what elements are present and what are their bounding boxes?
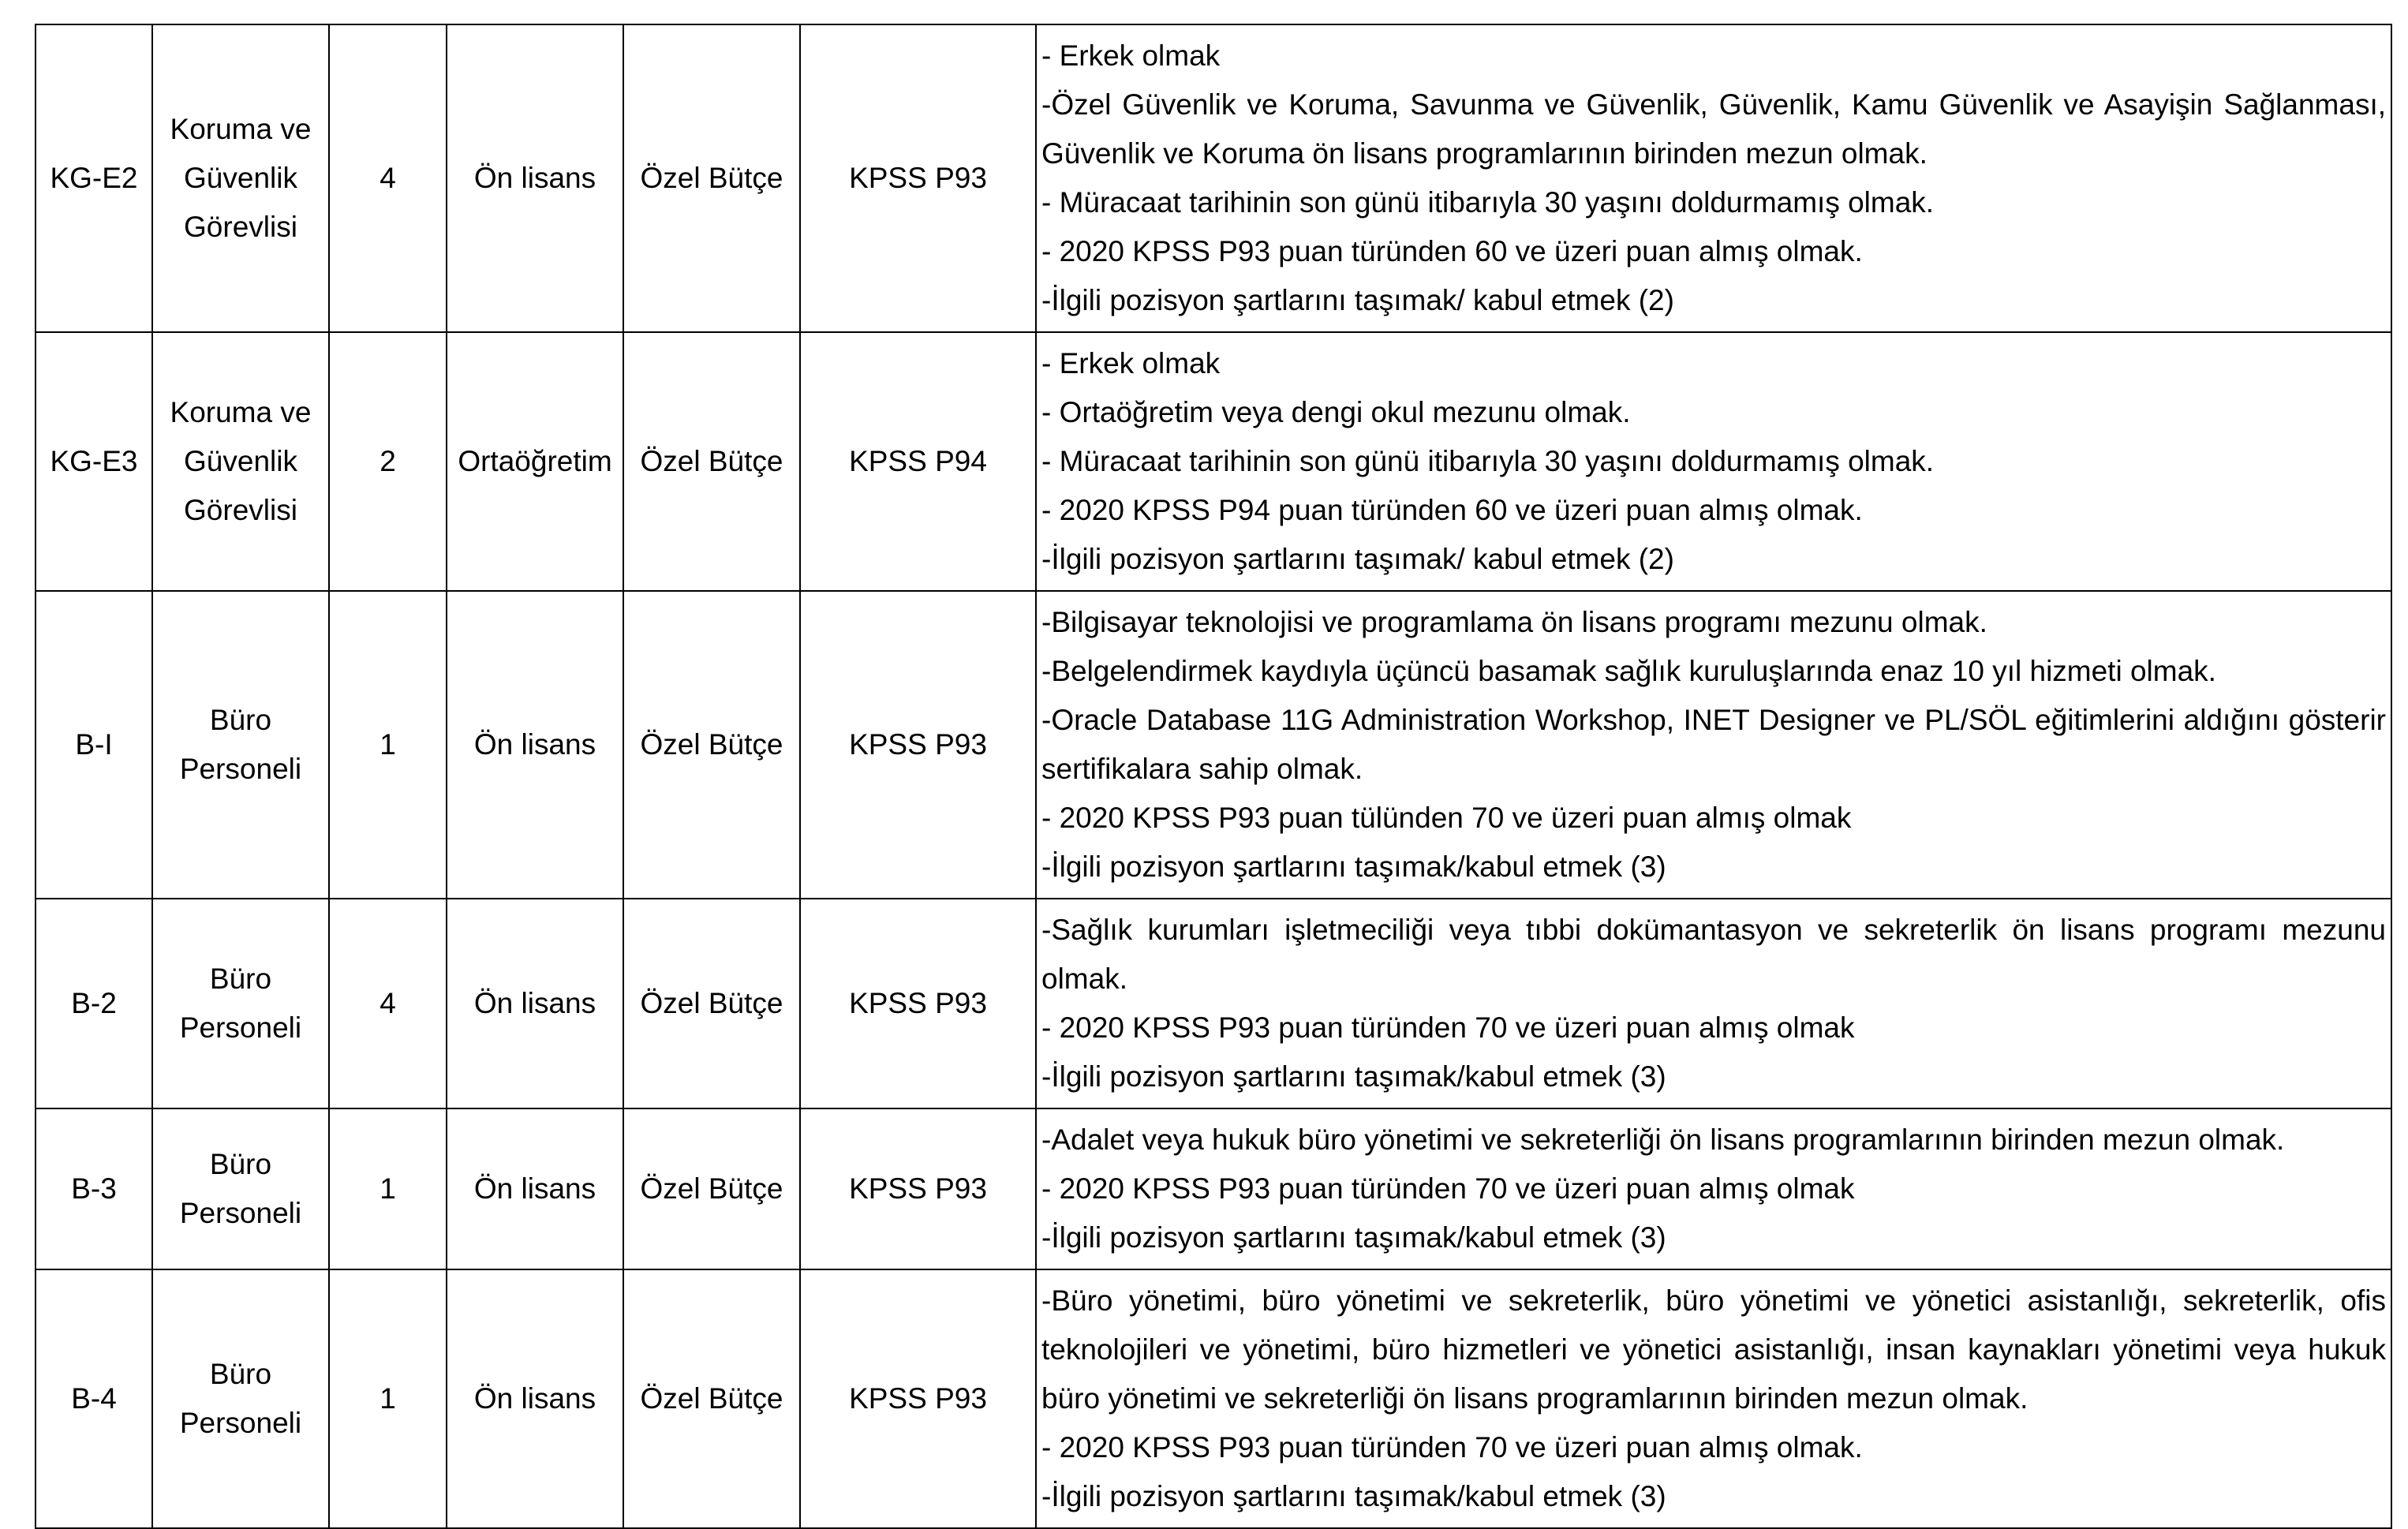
requirements-cell	[1036, 591, 2391, 899]
requirement-item: - Müracaat tarihinin son günü itibarıyla 30 yaşını doldurmamış olmak.	[1041, 445, 1935, 477]
position-title-line: Güvenlik	[184, 445, 297, 477]
position-count-cell: 1	[329, 1108, 447, 1269]
requirement-item: - 2020 KPSS P93 puan türünden 70 ve üzeri puan almış olmak	[1041, 1172, 1855, 1205]
requirement-item: -Bilgisayar teknolojisi ve programlama ön lisans programı mezunu olmak.	[1041, 606, 1987, 638]
position-count-cell: 2	[329, 332, 447, 591]
position-code-cell: KG-E2	[36, 24, 152, 332]
requirement-item: - 2020 KPSS P93 puan türünden 70 ve üzeri puan almış olmak	[1041, 1011, 1855, 1044]
budget-type-cell: Özel Bütçe	[623, 591, 800, 899]
position-title-line: Personeli	[179, 1407, 302, 1439]
requirement-item: - Müracaat tarihinin son günü itibarıyla 30 yaşını doldurmamış olmak.	[1041, 186, 1935, 219]
table-row	[36, 899, 2391, 1108]
positions-table	[35, 24, 2392, 1529]
score-type-cell: KPSS P93	[800, 1108, 1036, 1269]
budget-type-cell: Özel Bütçe	[623, 899, 800, 1108]
position-count-cell: 1	[329, 591, 447, 899]
position-title-line: Koruma ve	[170, 396, 312, 428]
requirements-cell	[1036, 1269, 2391, 1528]
position-title-cell	[152, 24, 329, 332]
score-type-cell: KPSS P93	[800, 1269, 1036, 1528]
requirement-item: - Erkek olmak	[1041, 39, 1221, 72]
table-row	[36, 1108, 2391, 1269]
position-title-cell	[152, 899, 329, 1108]
table-body	[36, 24, 2391, 1528]
position-title-cell	[152, 332, 329, 591]
education-level-cell: Ön lisans	[447, 24, 623, 332]
position-count-cell: 4	[329, 24, 447, 332]
budget-type-cell: Özel Bütçe	[623, 332, 800, 591]
requirements-cell	[1036, 24, 2391, 332]
table-row	[36, 591, 2391, 899]
requirement-item: -İlgili pozisyon şartlarını taşımak/kabul etmek (3)	[1041, 1060, 1666, 1093]
table-row	[36, 1269, 2391, 1528]
requirements-cell	[1036, 899, 2391, 1108]
position-code-cell: B-2	[36, 899, 152, 1108]
position-title-line: Personeli	[179, 753, 302, 785]
requirement-item: -İlgili pozisyon şartlarını taşımak/kabul etmek (3)	[1041, 1221, 1666, 1254]
requirement-item: -Büro yönetimi, büro yönetimi ve sekreterlik, büro yönetimi ve yönetici asistanlığı, sekreterlik, ofis teknolojileri ve yönetimi, büro hizmetleri ve yönetici asistanlığı, insan kaynakları yönetimi veya hukuk büro yönetimi ve sekreterliği ön lisans programlarının birinden mezun olmak.	[1041, 1284, 2386, 1415]
position-title-line: Büro	[209, 1358, 272, 1390]
requirements-cell	[1036, 332, 2391, 591]
position-title-line: Büro	[209, 704, 272, 736]
position-requirements-table	[35, 24, 2391, 1529]
position-title-line: Büro	[209, 1148, 272, 1180]
score-type-cell: KPSS P93	[800, 591, 1036, 899]
position-code-cell: B-4	[36, 1269, 152, 1528]
education-level-cell: Ön lisans	[447, 1269, 623, 1528]
score-type-cell: KPSS P93	[800, 899, 1036, 1108]
position-count-cell: 1	[329, 1269, 447, 1528]
requirement-item: -İlgili pozisyon şartlarını taşımak/kabul etmek (3)	[1041, 1480, 1666, 1512]
score-type-cell: KPSS P93	[800, 24, 1036, 332]
requirement-item: -Belgelendirmek kaydıyla üçüncü basamak sağlık kuruluşlarında enaz 10 yıl hizmeti olmak.	[1041, 655, 2216, 687]
requirement-item: -İlgili pozisyon şartlarını taşımak/ kabul etmek (2)	[1041, 284, 1674, 316]
requirement-item: -Sağlık kurumları işletmeciliği veya tıbbi dokümantasyon ve sekreterlik ön lisans programı mezunu olmak.	[1041, 914, 2386, 995]
position-title-cell	[152, 1108, 329, 1269]
requirement-item: - Erkek olmak	[1041, 347, 1221, 379]
position-title-cell	[152, 591, 329, 899]
position-title-line: Büro	[209, 963, 272, 995]
requirement-item: - Ortaöğretim veya dengi okul mezunu olmak.	[1041, 396, 1631, 428]
budget-type-cell: Özel Bütçe	[623, 24, 800, 332]
requirement-item: -İlgili pozisyon şartlarını taşımak/ kabul etmek (2)	[1041, 543, 1674, 575]
position-code-cell: KG-E3	[36, 332, 152, 591]
requirement-item: - 2020 KPSS P94 puan türünden 60 ve üzeri puan almış olmak.	[1041, 494, 1863, 526]
requirement-item: -İlgili pozisyon şartlarını taşımak/kabul etmek (3)	[1041, 850, 1666, 883]
position-code-cell: B-I	[36, 591, 152, 899]
education-level-cell: Ön lisans	[447, 591, 623, 899]
table-row	[36, 24, 2391, 332]
requirements-cell	[1036, 1108, 2391, 1269]
requirement-item: - 2020 KPSS P93 puan türünden 70 ve üzeri puan almış olmak.	[1041, 1431, 1863, 1464]
requirement-item: - 2020 KPSS P93 puan tülünden 70 ve üzeri puan almış olmak	[1041, 802, 1852, 834]
position-title-line: Güvenlik	[184, 162, 297, 194]
position-title-line: Görevlisi	[184, 494, 297, 526]
table-row	[36, 332, 2391, 591]
score-type-cell: KPSS P94	[800, 332, 1036, 591]
requirement-item: -Adalet veya hukuk büro yönetimi ve sekreterliği ön lisans programlarının birinden mezun olmak.	[1041, 1123, 2285, 1156]
budget-type-cell: Özel Bütçe	[623, 1269, 800, 1528]
position-title-line: Koruma ve	[170, 113, 312, 145]
education-level-cell: Ortaöğretim	[447, 332, 623, 591]
position-count-cell: 4	[329, 899, 447, 1108]
requirement-item: - 2020 KPSS P93 puan türünden 60 ve üzeri puan almış olmak.	[1041, 235, 1863, 267]
requirement-item: -Özel Güvenlik ve Koruma, Savunma ve Güvenlik, Güvenlik, Kamu Güvenlik ve Asayişin Sağlanması, Güvenlik ve Koruma ön lisans programlarının birinden mezun olmak.	[1041, 88, 2386, 170]
position-code-cell: B-3	[36, 1108, 152, 1269]
budget-type-cell: Özel Bütçe	[623, 1108, 800, 1269]
position-title-line: Personeli	[179, 1197, 302, 1229]
position-title-line: Görevlisi	[184, 211, 297, 243]
requirement-item: -Oracle Database 11G Administration Workshop, INET Designer ve PL/SÖL eğitimlerini aldığını gösterir sertifikalara sahip olmak.	[1041, 704, 2386, 785]
education-level-cell: Ön lisans	[447, 899, 623, 1108]
position-title-line: Personeli	[179, 1011, 302, 1044]
position-title-cell	[152, 1269, 329, 1528]
education-level-cell: Ön lisans	[447, 1108, 623, 1269]
